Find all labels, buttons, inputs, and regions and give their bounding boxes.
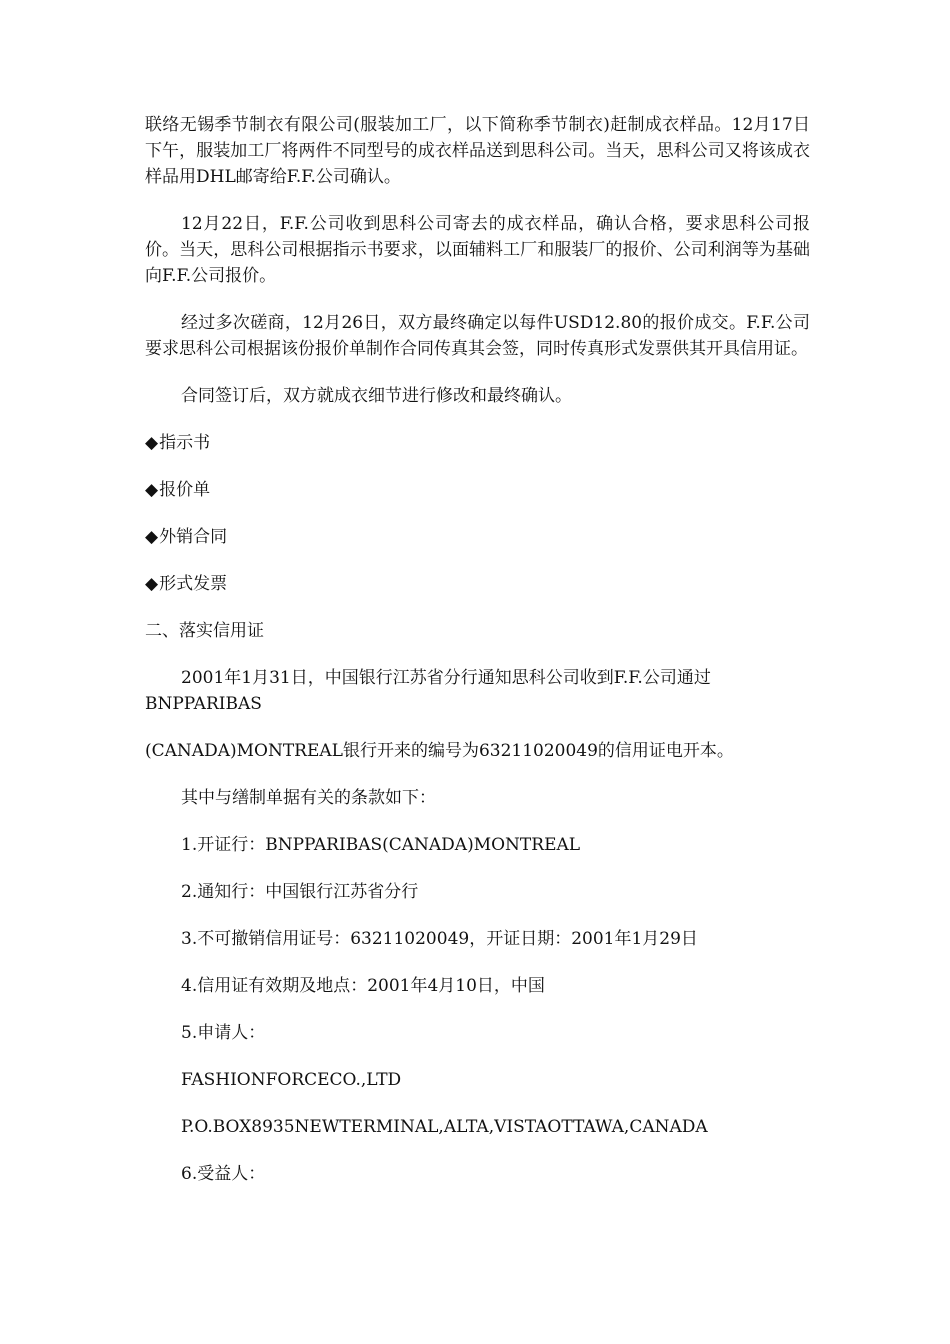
- bullet-item-proforma-invoice: [145, 571, 810, 597]
- paragraph-quotation-request: 12月22日，F.F.公司收到思科公司寄去的成衣样品，确认合格，要求思科公司报价。当天，思科公司根据指示书要求，以面辅料工厂和服装厂的报价、公司利润等为基础向F.F.公司报价。: [145, 214, 810, 286]
- paragraph-price-agreement: 经过多次磋商，12月26日，双方最终确定以每件USD12.80的报价成交。F.F.公司要求思科公司根据该份报价单制作合同传真其会签，同时传真形式发票供其开具信用证。: [145, 313, 810, 359]
- bullet-item-label: 指示书: [159, 433, 211, 453]
- diamond-bullet-icon: ◆: [145, 574, 159, 594]
- bullet-item-label: 报价单: [159, 480, 211, 500]
- clause-applicant: 5.申请人：: [181, 1023, 266, 1043]
- lc-notice-line3: (CANADA)MONTREAL银行开来的编号为63211020049的信用证电开本。: [145, 741, 734, 761]
- bullet-item-quotation: [145, 477, 810, 503]
- clause-issuing-bank: 1.开证行：BNPPARIBAS(CANADA)MONTREAL: [181, 835, 581, 855]
- lc-notice-line1: 2001年1月31日，中国银行江苏省分行通知思科公司收到F.F.公司通过: [181, 668, 711, 688]
- clause-advising-bank: 2.通知行：中国银行江苏省分行: [181, 882, 419, 902]
- bullet-item-label: 形式发票: [159, 574, 228, 594]
- applicant-address: P.O.BOX8935NEWTERMINAL,ALTA,VISTAOTTAWA,CANADA: [181, 1117, 708, 1137]
- clause-beneficiary: 6.受益人：: [181, 1164, 266, 1184]
- diamond-bullet-icon: ◆: [145, 480, 159, 500]
- diamond-bullet-icon: ◆: [145, 433, 159, 453]
- paragraph-contract-confirmation: 合同签订后，双方就成衣细节进行修改和最终确认。: [181, 386, 572, 406]
- lc-notice-line2: BNPPARIBAS: [145, 694, 262, 714]
- clause-expiry: 4.信用证有效期及地点：2001年4月10日，中国: [181, 976, 545, 996]
- diamond-bullet-icon: ◆: [145, 527, 159, 547]
- clauses-intro: 其中与缮制单据有关的条款如下：: [181, 788, 436, 808]
- document-page: [145, 112, 810, 1208]
- clause-lc-number: 3.不可撤销信用证号：63211020049，开证日期：2001年1月29日: [181, 929, 698, 949]
- bullet-item-label: 外销合同: [159, 527, 228, 547]
- paragraph-sample-delivery: 联络无锡季节制衣有限公司(服装加工厂，以下简称季节制衣)赶制成衣样品。12月17日下午，服装加工厂将两件不同型号的成衣样品送到思科公司。当天，思科公司又将该成衣样品用DHL邮寄给F.F.公司确认。: [145, 115, 810, 187]
- bullet-item-instruction: [145, 430, 810, 456]
- bullet-item-sales-contract: [145, 524, 810, 550]
- section-heading: 二、落实信用证: [145, 621, 264, 641]
- applicant-name: FASHIONFORCECO.,LTD: [181, 1070, 402, 1090]
